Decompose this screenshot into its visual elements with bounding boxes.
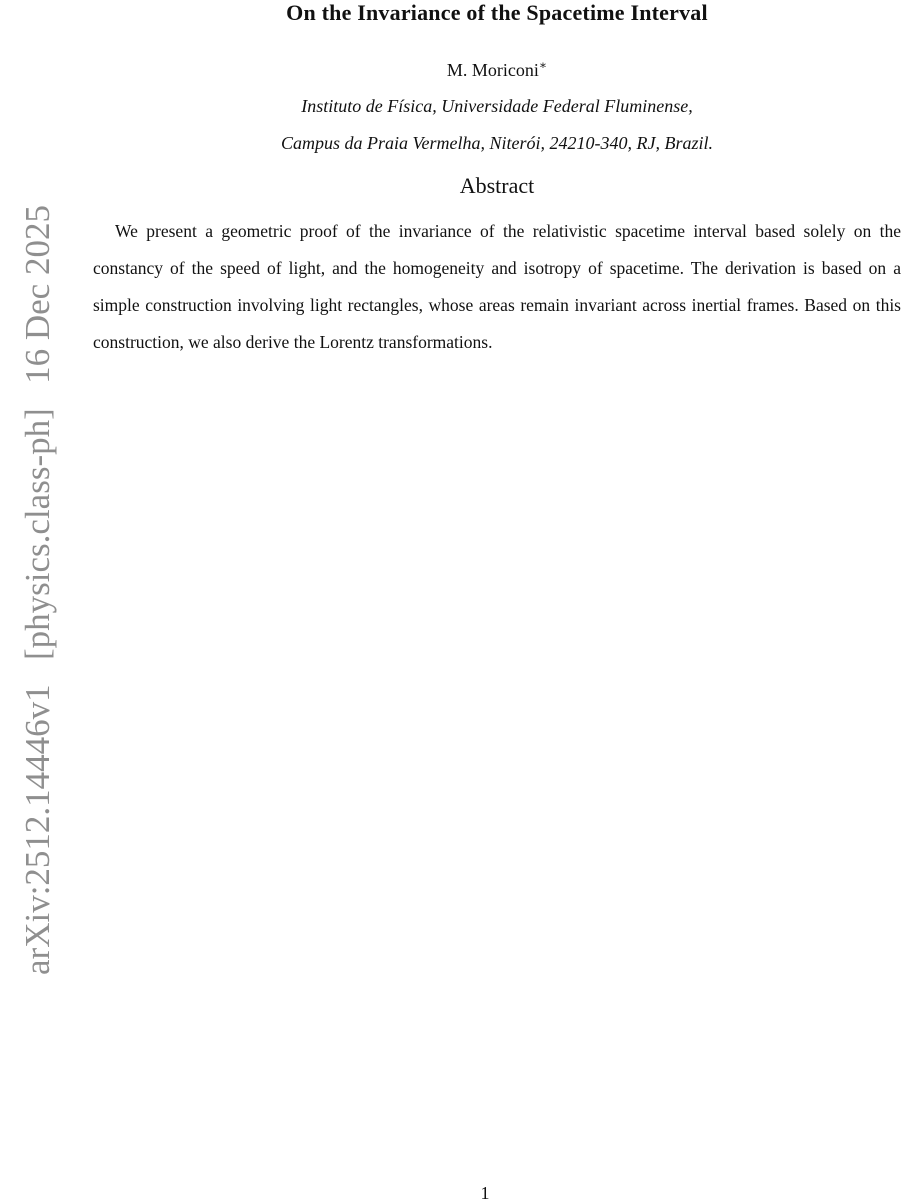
page-number: 1 [480, 1183, 490, 1203]
arxiv-date: 16 Dec 2025 [18, 205, 57, 384]
arxiv-category: [physics.class-ph] [18, 408, 57, 660]
arxiv-stamp [20, 205, 55, 975]
arxiv-identifier: arXiv:2512.14446v1 [18, 684, 57, 975]
author-name: M. Moriconi [446, 60, 539, 80]
abstract-body: We present a geometric proof of the invariance of the relativistic spacetime interval based solely on the constancy of the speed of light, and the homogeneity and isotropy of spacetime. The derivation is based on a simple construction involving light rectangles, whose areas remain invariant across inertial frames. Based on this construction, we also derive the Lorentz transformations. [93, 221, 901, 352]
affiliation-line-2: Campus da Praia Vermelha, Niterói, 24210-340, RJ, Brazil. [281, 133, 713, 153]
affiliation-line-1: Instituto de Física, Universidade Federal Fluminense, [301, 96, 693, 116]
author-line [93, 58, 901, 81]
paper-title: On the Invariance of the Spacetime Interval [286, 0, 708, 25]
abstract-heading: Abstract [459, 173, 535, 198]
author-footnote-mark: ∗ [538, 58, 548, 72]
